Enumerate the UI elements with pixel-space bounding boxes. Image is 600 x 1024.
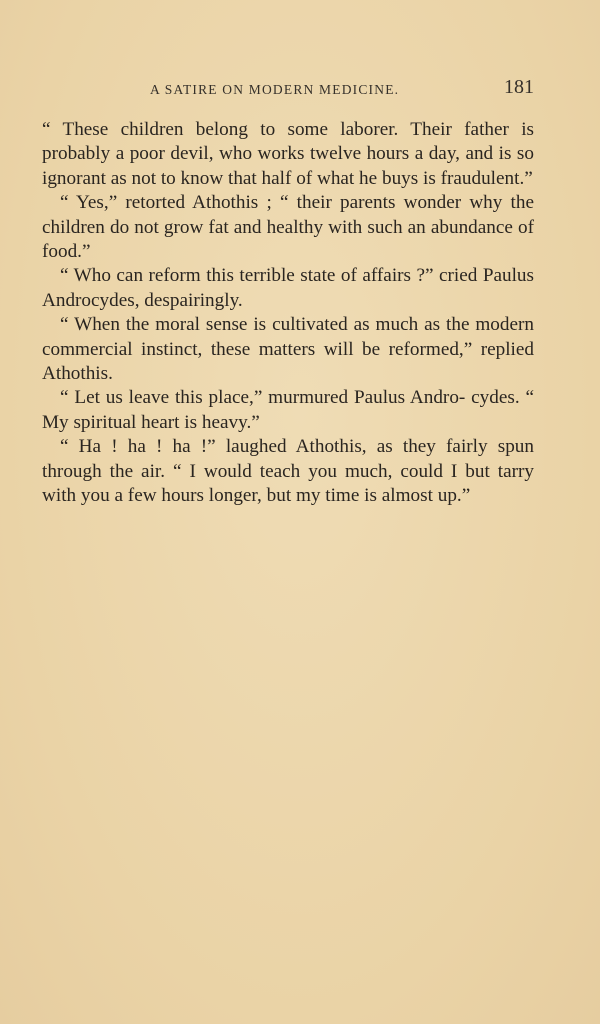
paragraph: “ Who can reform this terrible state of affairs ?” cried Paulus Androcydes, despairingly. — [42, 265, 534, 311]
paragraph: “ Ha ! ha ! ha !” laughed Athothis, as they fairly spun through the air. “ I would teach you much, could I but tarry with you a few hours longer, but my time is almost up.” — [42, 436, 534, 507]
running-title: A SATIRE ON MODERN MEDICINE. — [150, 82, 400, 97]
body-text — [42, 118, 534, 509]
paragraph: “ These children belong to some laborer. Their father is probably a poor devil, who works twelve hours a day, and is so ignorant as not to know that half of what he buys is fraudulent.” — [42, 119, 534, 189]
page-number: 181 — [504, 76, 534, 98]
running-head — [42, 76, 536, 102]
paragraph: “ Yes,” retorted Athothis ; “ their parents wonder why the children do not grow fat and healthy with such an abundance of food.” — [42, 192, 534, 263]
paragraph: “ Let us leave this place,” murmured Paulus Andro- cydes. “ My spiritual heart is heavy.” — [42, 387, 534, 433]
paragraph: “ When the moral sense is cultivated as much as the modern commercial instinct, these matters will be reformed,” replied Athothis. — [42, 314, 534, 385]
